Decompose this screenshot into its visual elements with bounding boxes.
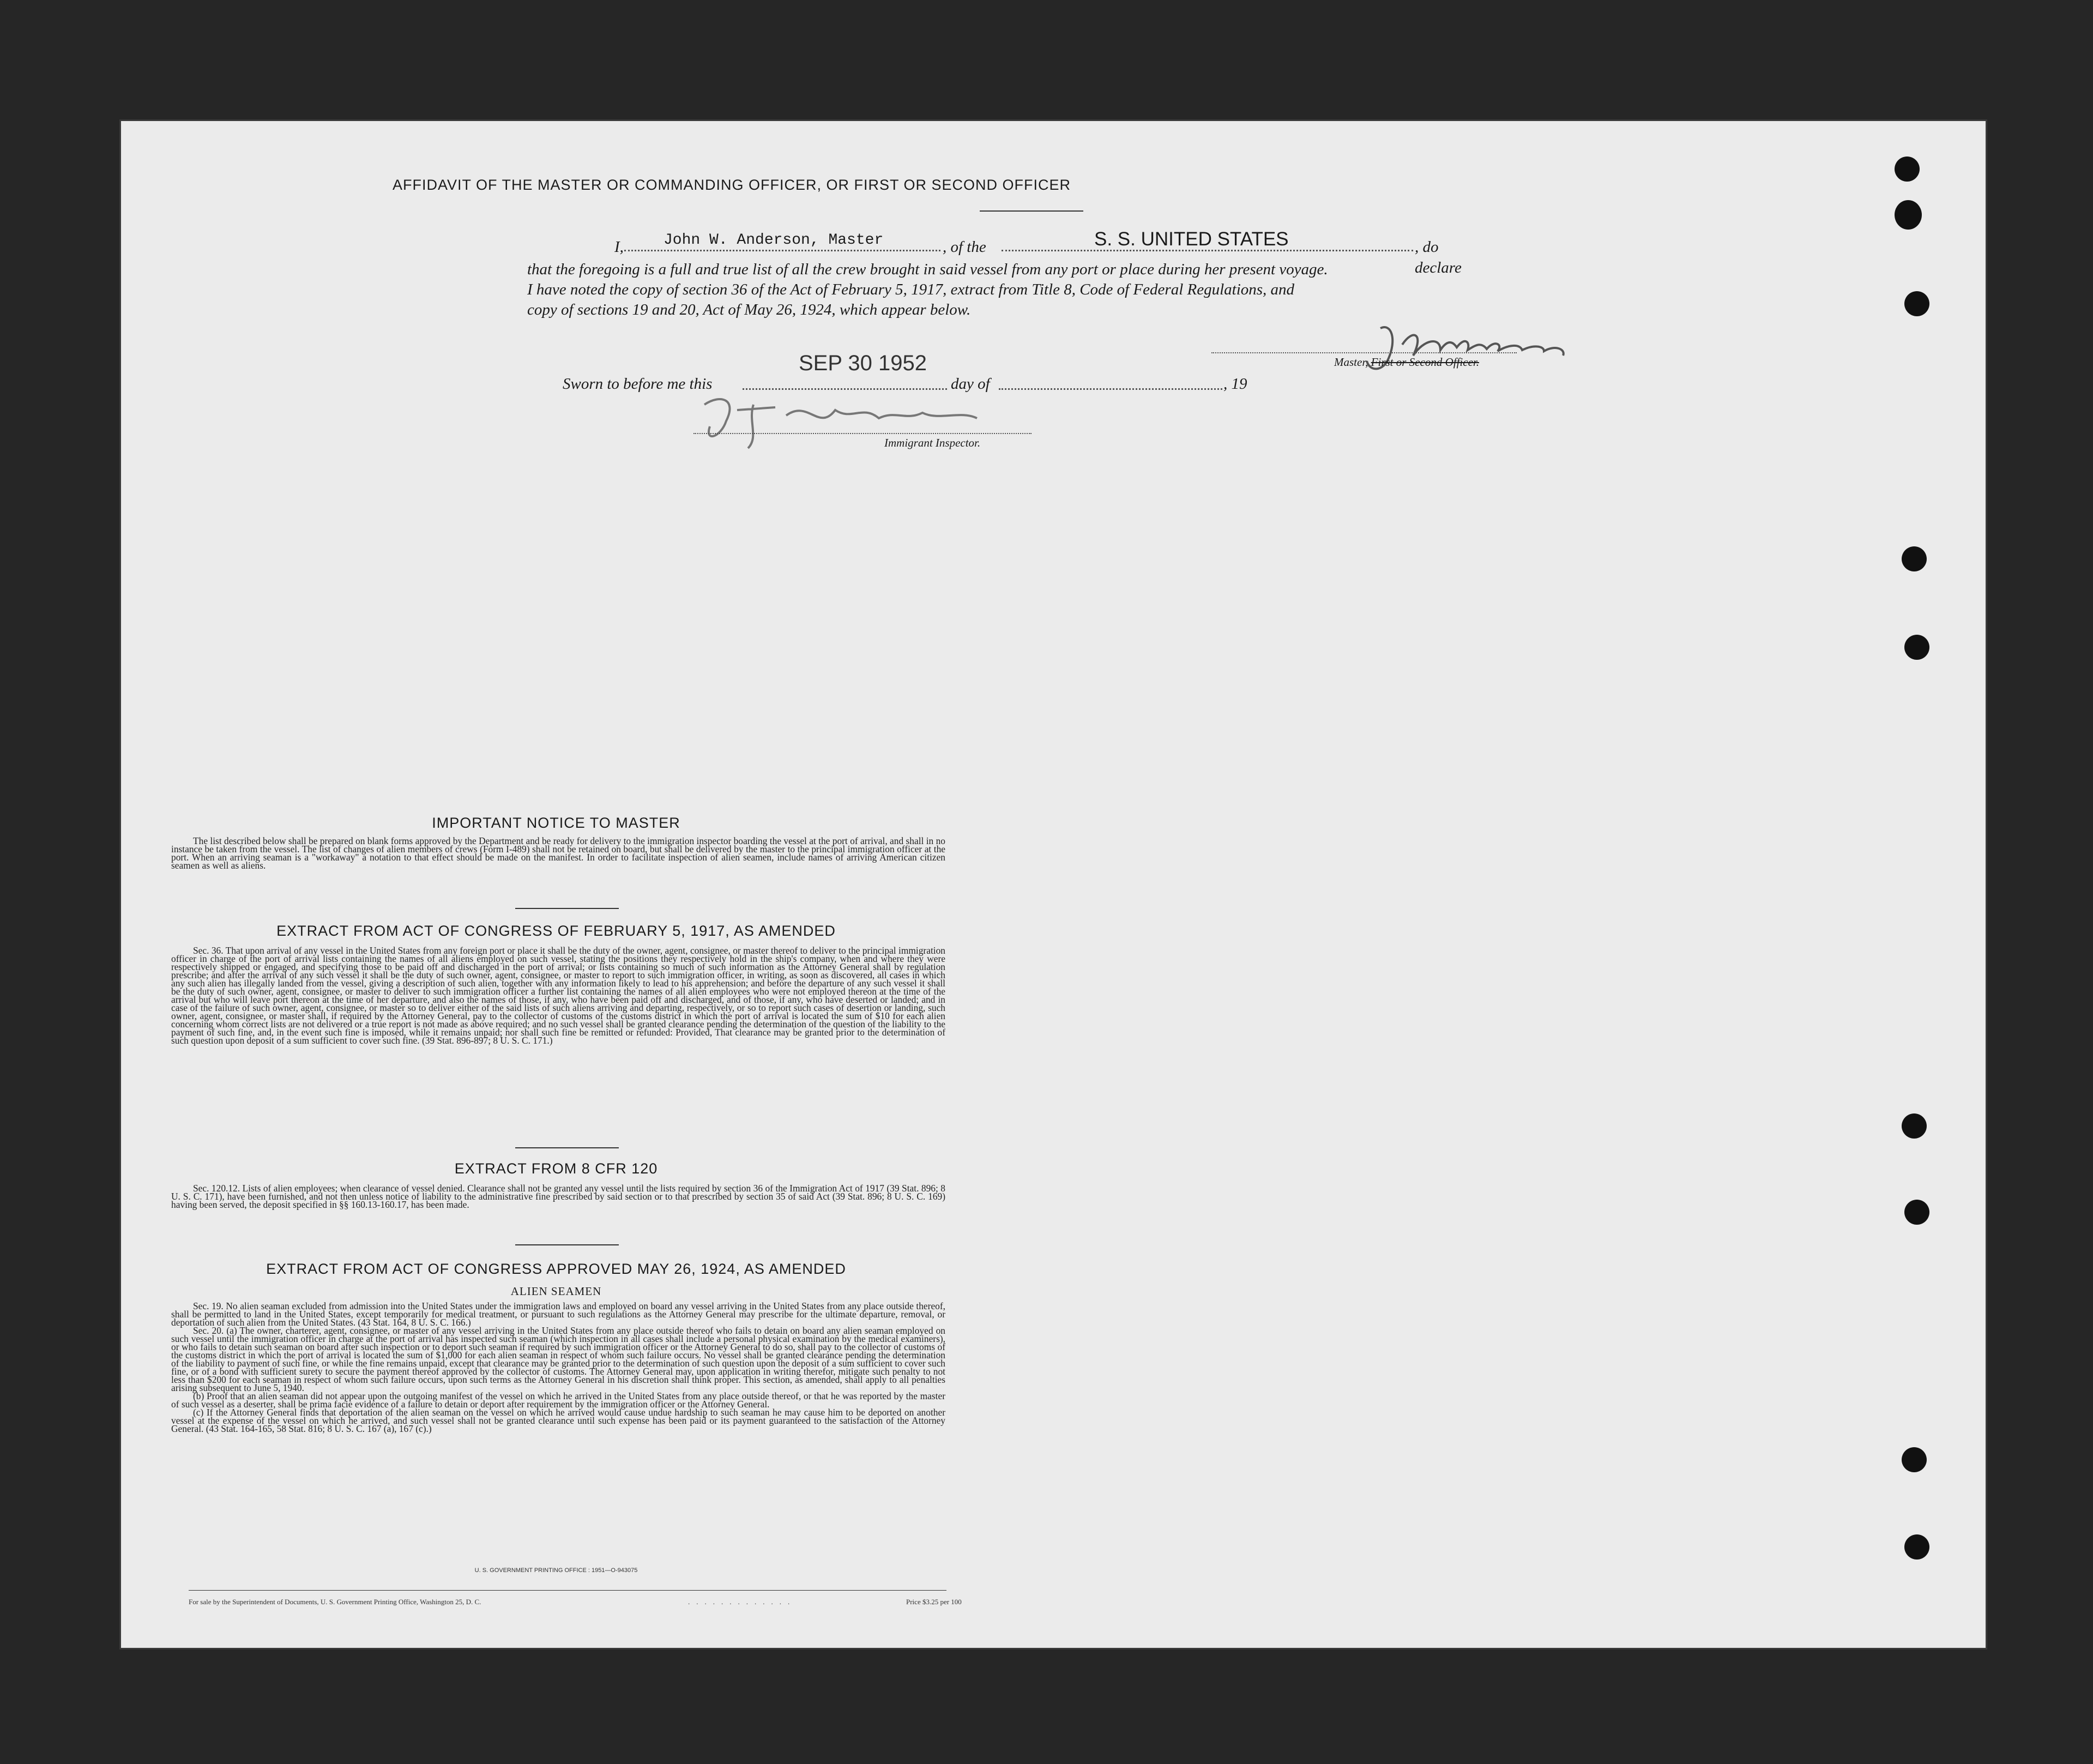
extract-cfr-title: EXTRACT FROM 8 CFR 120 (454, 1160, 658, 1177)
do-declare-label: , do declare (1415, 238, 1462, 276)
binder-hole (1904, 1534, 1929, 1560)
vessel-value: S. S. UNITED STATES (1094, 228, 1289, 250)
of-the-label: , of the (943, 238, 986, 256)
document-sheet (121, 121, 1986, 1648)
notice-text (171, 837, 945, 870)
sec120-paragraph: Sec. 120.12. Lists of alien employees; when clearance of vessel denied. Clearance shall not be granted any vessel until the lists required by section 36 of the Immigration Act of 1917 (39 Stat. 896; 8 U. S. C. 171), have been furnished, and not then unless notice of liability to the administrative fine prescribed by said section or to that prescribed by section 35 of said Act (39 Stat. 896; 8 U. S. C. 169) having been served, the deposit specified in §§ 160.13-160.17, has been made. (171, 1183, 945, 1210)
section-divider (515, 1244, 619, 1245)
binder-hole (1904, 291, 1929, 316)
section-divider (515, 1147, 619, 1148)
declaration-body-line2: I have noted the copy of section 36 of the Act of February 5, 1917, extract from Title 8, Code of Federal Regulations, and (527, 281, 1295, 298)
sec20c-paragraph: (c) If the Attorney General finds that deportation of the alien seaman on the vessel on which he arrived would cause undue hardship to such seaman he may cause him to be deported on another vessel at the expense of the vessel on which he arrived, and such vessel shall not be granted clearance until such expense has been paid or its payment guaranteed to the satisfaction of the Attorney General. (43 Stat. 164-165, 58 Stat. 816; 8 U. S. C. 167 (a), 167 (c).) (171, 1407, 945, 1434)
binder-hole (1895, 200, 1922, 230)
alien-seamen-subtitle: ALIEN SEAMEN (510, 1285, 602, 1298)
caption-struck: First or Second Officer. (1371, 356, 1479, 369)
extract-1924-text (171, 1302, 945, 1433)
binder-hole (1895, 156, 1920, 182)
binder-hole (1904, 635, 1929, 660)
binder-hole (1902, 546, 1927, 571)
inspector-signature-line (693, 433, 1032, 434)
footer-rule (189, 1590, 946, 1591)
vessel-field (1002, 250, 1413, 251)
section-divider (515, 908, 619, 909)
notice-paragraph: The list described below shall be prepared on blank forms approved by the Department and be ready for delivery to the immigration inspector boarding the vessel at the port of arrival, and shall in no instance be taken from the vessel. The list of changes of alien members of crews (Form I-489) shall not be retained on board, but shall be delivered by the master to the principal immigration officer at the port. When an arriving seaman is a "workaway" a notation to that effect should be made on the manifest. In order to facilitate inspection of alien seamen, include names of arriving American citizen seamen as well as aliens. (171, 835, 945, 871)
sec19-paragraph: Sec. 19. No alien seaman excluded from admission into the United States under the immigration laws and employed on board any vessel arriving in the United States from any place outside thereof, shall be permitted to land in the United States, except temporarily for medical treatment, or pursuant to such regulations as the Attorney General may prescribe for the ultimate departure, removal, or deportation of such alien from the United States. (43 Stat. 164, 8 U. S. C. 166.) (171, 1301, 945, 1328)
extract-1924-title: EXTRACT FROM ACT OF CONGRESS APPROVED MAY 26, 1924, AS AMENDED (266, 1261, 846, 1277)
inspector-caption: Immigrant Inspector. (884, 436, 981, 449)
master-signature (1359, 317, 1599, 383)
master-signature-caption (1334, 356, 1479, 369)
date-stamp: SEP 30 1952 (799, 351, 927, 375)
extract-cfr-text (171, 1184, 945, 1209)
sec36-paragraph: Sec. 36. That upon arrival of any vessel in the United States from any foreign port or place it shall be the duty of the owner, agent, consignee, or master thereof to deliver to the principal immigration officer in charge of the port of arrival lists containing the names of all aliens employed on such vessel, stating the positions they respectively hold in the ship's company, when and where they were respectively shipped or engaged, and specifying those to be paid off and discharged in the port of arrival; or lists containing so much of such information as the Attorney General shall by regulation prescribe; and after the arrival of any such vessel it shall be the duty of such owner, agent, consignee, or master to report to such immigration officer, in writing, as soon as discovered, all cases in which any such alien has illegally landed from the vessel, giving a description of such alien, together with any information likely to lead to his apprehension; and before the departure of any such vessel it shall be the duty of such owner, agent, consignee, or master to deliver to such immigration officer a further list containing the names of all alien employees who were not employed thereon at the time of the arrival but who will leave port thereon at the time of her departure, and also the names of those, if any, who have been paid off and discharged, and of those, if any, who have deserted or landed; and in case of the failure of such owner, agent, consignee, or master so to deliver either of the said lists of such aliens arriving and departing, respectively, or so to report such cases of desertion or landing, such owner, agent, consignee, or master shall, if required by the Attorney General, pay to the collector of customs of the customs district in which the port of arrival is located the sum of $10 for each alien concerning whom correct lists are not delivered or a true report is not made as above required; and no such vessel shall be granted clearance pending the determination of the question of the liability to the payment of such fine, and, in the event such fine is imposed, while it remains unpaid; nor shall such fine be remitted or refunded: Provided, That clearance may be granted prior to the determination of such question upon deposit of a sum sufficient to cover such fine. (39 Stat. 896-897; 8 U. S. C. 171.) (171, 945, 945, 1046)
master-signature-line (1211, 352, 1517, 353)
sec20a-paragraph: Sec. 20. (a) The owner, charterer, agent, consignee, or master of any vessel arriving in the United States from any place outside thereof who fails to detain on board any alien seaman employed on such vessel until the immigration officer in charge at the port of arrival has inspected such seaman (which inspection in all cases shall include a personal physical examination by the medical examiners), or who fails to detain such seaman on board after such inspection or to deport such seaman if required by such immigration officer or the Attorney General to do so, shall pay to the collector of customs of the customs district in which the port of arrival is located the sum of $1,000 for each alien seaman in respect of whom such failure occurs. No vessel shall be granted clearance pending the determination of the liability to payment of such fine, or while the fine remains unpaid, except that clearance may be granted prior to the determination of such question upon the deposit of a sum sufficient to cover such fine, or of a bond with sufficient surety to secure the payment thereof approved by the collector of customs. The Attorney General may, upon application in writing therefor, mitigate such penalty to not less than $200 for each seaman in respect of whom such failure occurs, upon such terms as the Attorney General in his discretion shall think proper. This section, as amended, shall apply to all penalties arising subsequent to June 5, 1940. (171, 1325, 945, 1393)
notice-title: IMPORTANT NOTICE TO MASTER (432, 815, 680, 831)
i-label: I, (614, 238, 624, 256)
declaration-body-line1: that the foregoing is a full and true list of all the crew brought in said vessel from any port or place during her present voyage. (527, 261, 1328, 278)
declaration-body-line3: copy of sections 19 and 20, Act of May 26, 1924, which appear below. (527, 301, 971, 318)
master-name-value: John W. Anderson, Master (664, 232, 884, 249)
price-note: Price $3.25 per 100 (906, 1598, 962, 1606)
year-label: , 19 (1223, 375, 1247, 393)
for-sale-note: For sale by the Superintendent of Documents, U. S. Government Printing Office, Washington 25, D. C. (189, 1598, 481, 1606)
binder-hole (1904, 1200, 1929, 1225)
affidavit-title: AFFIDAVIT OF THE MASTER OR COMMANDING OFFICER, OR FIRST OR SECOND OFFICER (392, 177, 1071, 193)
month-field (999, 388, 1222, 390)
caption-plain: Master, (1334, 356, 1371, 369)
extract-1917-title: EXTRACT FROM ACT OF CONGRESS OF FEBRUARY 5, 1917, AS AMENDED (276, 923, 836, 939)
printing-office-imprint: U. S. GOVERNMENT PRINTING OFFICE : 1951—O-943075 (474, 1567, 638, 1574)
binder-hole (1902, 1113, 1927, 1139)
sec20b-paragraph: (b) Proof that an alien seaman did not appear upon the outgoing manifest of the vessel on which he arrived in the United States from any place outside thereof, or that he was reported by the master of such vessel as a deserter, shall be prima facie evidence of a failure to detain or deport after requirement by the immigration officer or the Attorney General. (171, 1390, 945, 1410)
dot-leader: ............. (688, 1598, 797, 1606)
title-divider (980, 210, 1083, 212)
extract-1917-text (171, 947, 945, 1045)
binder-hole (1902, 1447, 1927, 1472)
sworn-label: Sworn to before me this (563, 375, 713, 393)
day-of-label: day of (951, 375, 990, 393)
